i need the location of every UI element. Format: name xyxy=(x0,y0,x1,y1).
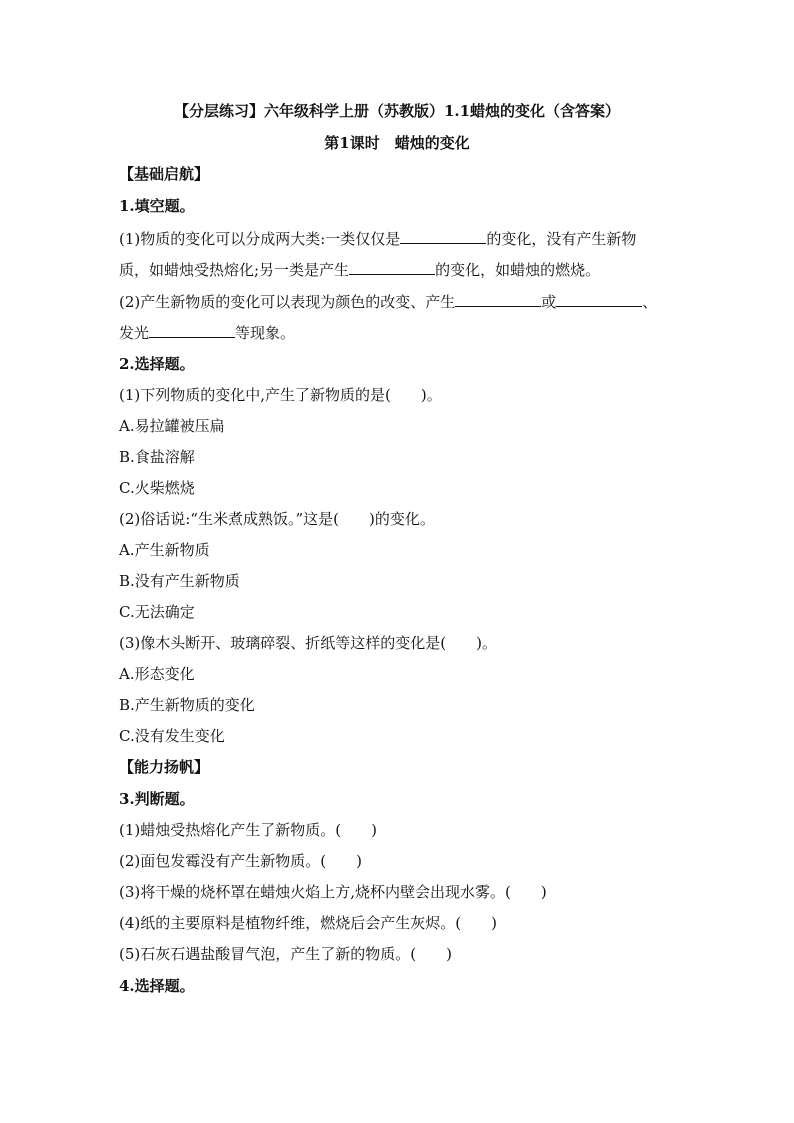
option-b: B.没有产生新物质 xyxy=(119,572,240,590)
document-title: 【分层练习】六年级科学上册（苏教版）1.1蜡烛的变化（含答案） xyxy=(173,102,621,120)
text-segment: (1)物质的变化可以分成两大类:一类仅仅是 xyxy=(119,230,401,248)
section-heading-basic: 【基础启航】 xyxy=(119,165,210,183)
answer-blank[interactable] xyxy=(455,291,541,307)
question-1-part-2-line-2 xyxy=(119,322,295,343)
section-heading-ability: 【能力扬帆】 xyxy=(119,758,210,776)
question-2-sub-3: (3)像木头断开、玻璃碎裂、折纸等这样的变化是( )。 xyxy=(119,634,497,652)
judgment-item-1: (1)蜡烛受热熔化产生了新物质。( ) xyxy=(119,821,377,839)
text-segment: 的变化，没有产生新物 xyxy=(486,230,637,248)
option-a: A.产生新物质 xyxy=(119,541,210,559)
question-1-part-1-line-1 xyxy=(119,228,636,249)
question-1-part-1-line-2 xyxy=(119,259,600,280)
lesson-subtitle: 第1课时 蜡烛的变化 xyxy=(324,134,470,152)
question-1-title: 1.填空题。 xyxy=(119,197,195,215)
question-1-part-2-line-1 xyxy=(119,291,657,312)
text-segment: 等现象。 xyxy=(235,324,296,342)
answer-blank[interactable] xyxy=(556,291,642,307)
option-c: C.火柴燃烧 xyxy=(119,479,195,497)
option-c: C.没有发生变化 xyxy=(119,727,225,745)
option-a: A.易拉罐被压扁 xyxy=(119,417,225,435)
text-segment: 、 xyxy=(642,293,658,311)
question-4-title: 4.选择题。 xyxy=(119,977,195,995)
option-b: B.产生新物质的变化 xyxy=(119,696,255,714)
text-segment: (2)产生新物质的变化可以表现为颜色的改变、产生 xyxy=(119,293,456,311)
question-3-title: 3.判断题。 xyxy=(119,790,195,808)
judgment-item-2: (2)面包发霉没有产生新物质。( ) xyxy=(119,852,362,870)
question-2-sub-1: (1)下列物质的变化中,产生了新物质的是( )。 xyxy=(119,386,442,404)
text-segment: 的变化，如蜡烛的燃烧。 xyxy=(435,261,601,279)
question-2-sub-2: (2)俗话说:“生米煮成熟饭。”这是( )的变化。 xyxy=(119,510,435,528)
option-c: C.无法确定 xyxy=(119,603,195,621)
option-a: A.形态变化 xyxy=(119,665,195,683)
option-b: B.食盐溶解 xyxy=(119,448,195,466)
text-segment: 质，如蜡烛受热熔化;另一类是产生 xyxy=(119,261,350,279)
answer-blank[interactable] xyxy=(400,228,486,244)
judgment-item-5: (5)石灰石遇盐酸冒气泡，产生了新的物质。( ) xyxy=(119,945,452,963)
judgment-item-4: (4)纸的主要原料是植物纤维，燃烧后会产生灰烬。( ) xyxy=(119,914,497,932)
text-segment: 发光 xyxy=(119,324,150,342)
question-2-title: 2.选择题。 xyxy=(119,355,195,373)
text-segment: 或 xyxy=(541,293,557,311)
answer-blank[interactable] xyxy=(149,322,235,338)
answer-blank[interactable] xyxy=(349,259,435,275)
judgment-item-3: (3)将干燥的烧杯罩在蜡烛火焰上方,烧杯内壁会出现水雾。( ) xyxy=(119,883,547,901)
